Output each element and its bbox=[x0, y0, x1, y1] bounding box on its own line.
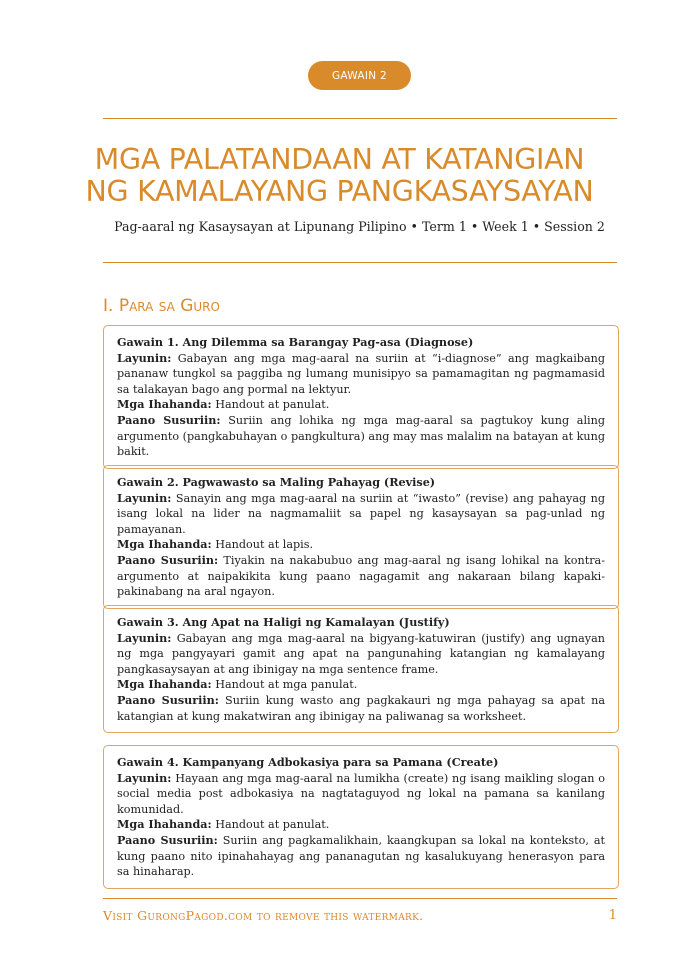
susuriin-text: Suriin ang pagkamalikhain, kaangkupan sa lokal na konteksto, at kung paano nito ipinahahayag ang pananagutan ng kasalukuyang henerasyon para sa hinaharap. bbox=[117, 833, 605, 879]
activity-title: Gawain 1. Ang Dilemma sa Barangay Pag-asa (Diagnose) bbox=[117, 335, 474, 349]
section-heading: I. Para sa Guro bbox=[103, 296, 220, 316]
activity-layunin bbox=[117, 491, 605, 538]
activity-layunin bbox=[117, 351, 605, 398]
activity-title: Gawain 4. Kampanyang Adbokasiya para sa Pamana (Create) bbox=[117, 755, 499, 769]
susuriin-text: Tiyakin na nakabubuo ang mag-aaral ng isang lohikal na kontra-argumento at naipakikita kung paano nagagamit ang nakaraan bilang kapaki-pakinabang na aral ngayon. bbox=[117, 553, 606, 599]
layunin-label: Layunin: bbox=[117, 770, 172, 785]
susuriin-label: Paano Susuriin: bbox=[117, 412, 221, 427]
activity-badge: GAWAIN 2 bbox=[308, 61, 411, 90]
activity-card-4 bbox=[103, 745, 619, 889]
ihahanda-label: Mga Ihahanda: bbox=[117, 677, 212, 692]
activity-susuriin bbox=[117, 553, 605, 600]
activity-susuriin bbox=[117, 693, 605, 724]
susuriin-label: Paano Susuriin: bbox=[117, 832, 218, 847]
title-line-1: MGA PALATANDAAN AT KATANGIAN bbox=[94, 143, 585, 176]
page-subtitle: Pag-aaral ng Kasaysayan at Lipunang Pilipino • Term 1 • Week 1 • Session 2 bbox=[114, 219, 605, 234]
susuriin-text: Suriin ang lohika ng mga mag-aaral sa pagtukoy kung aling argumento (pangkabuhayan o pangkultura) ang may mas malalim na batayan at kung bakit. bbox=[117, 413, 605, 459]
layunin-text: Sanayin ang mga mag-aaral na suriin at “iwasto” (revise) ang pahayag ng isang lokal na lider na nagmamaliit sa papel ng kasaysayan sa pag-unlad ng pamayanan. bbox=[117, 491, 606, 536]
susuriin-label: Paano Susuriin: bbox=[117, 552, 219, 567]
activity-title: Gawain 2. Pagwawasto sa Maling Pahayag (Revise) bbox=[117, 475, 436, 489]
ihahanda-label: Mga Ihahanda: bbox=[117, 817, 212, 832]
layunin-label: Layunin: bbox=[117, 490, 172, 505]
activity-ihahanda bbox=[117, 677, 605, 693]
layunin-text: Gabayan ang mga mag-aaral na suriin at “i-diagnose” ang magkaibang pananaw tungkol sa paggiba ng lumang munisipyo sa pamamagitan ng pagmamasid sa talakayan bago ang pormal na lektyur. bbox=[117, 351, 605, 396]
ihahanda-text: Handout at lapis. bbox=[215, 538, 314, 552]
footer-divider bbox=[103, 898, 617, 899]
header-bottom-divider bbox=[103, 262, 617, 263]
susuriin-text: Suriin kung wasto ang pagkakauri ng mga pahayag sa apat na katangian at kung makatwiran ang ibinigay na paliwanag sa worksheet. bbox=[117, 693, 606, 723]
layunin-text: Gabayan ang mga mag-aaral na bigyang-katuwiran (justify) ang ugnayan ng mga pangyayari gamit ang apat na pangunahing katangian ng kamalayang pangkasaysayan at ang ibinigay na mga sentence frame. bbox=[117, 631, 605, 676]
ihahanda-label: Mga Ihahanda: bbox=[117, 537, 212, 552]
activity-ihahanda bbox=[117, 817, 605, 833]
ihahanda-label: Mga Ihahanda: bbox=[117, 397, 212, 412]
activity-card-1 bbox=[103, 325, 619, 469]
title-line-2: NG KAMALAYANG PANGKASAYSAYAN bbox=[85, 175, 594, 208]
page-number: 1 bbox=[608, 908, 617, 923]
activity-susuriin bbox=[117, 413, 605, 460]
activity-susuriin bbox=[117, 833, 605, 880]
layunin-text: Hayaan ang mga mag-aaral na lumikha (create) ng isang maikling slogan o social media post adbokasiya na nagtataguyod ng lokal na pamana sa kanilang komunidad. bbox=[117, 771, 605, 816]
activity-ihahanda bbox=[117, 397, 605, 413]
ihahanda-text: Handout at panulat. bbox=[215, 398, 330, 412]
top-divider bbox=[103, 118, 617, 119]
ihahanda-text: Handout at mga panulat. bbox=[215, 678, 358, 692]
susuriin-label: Paano Susuriin: bbox=[117, 692, 219, 707]
activity-card-2 bbox=[103, 465, 619, 609]
activity-title: Gawain 3. Ang Apat na Haligi ng Kamalayan (Justify) bbox=[117, 615, 450, 629]
activity-ihahanda bbox=[117, 537, 605, 553]
layunin-label: Layunin: bbox=[117, 350, 172, 365]
ihahanda-text: Handout at panulat. bbox=[215, 818, 330, 832]
activity-card-3 bbox=[103, 605, 619, 733]
watermark-text: Visit GurongPagod.com to remove this watermark. bbox=[103, 908, 424, 923]
activity-layunin bbox=[117, 771, 605, 818]
page-title bbox=[60, 144, 619, 208]
layunin-label: Layunin: bbox=[117, 630, 172, 645]
activity-layunin bbox=[117, 631, 605, 678]
